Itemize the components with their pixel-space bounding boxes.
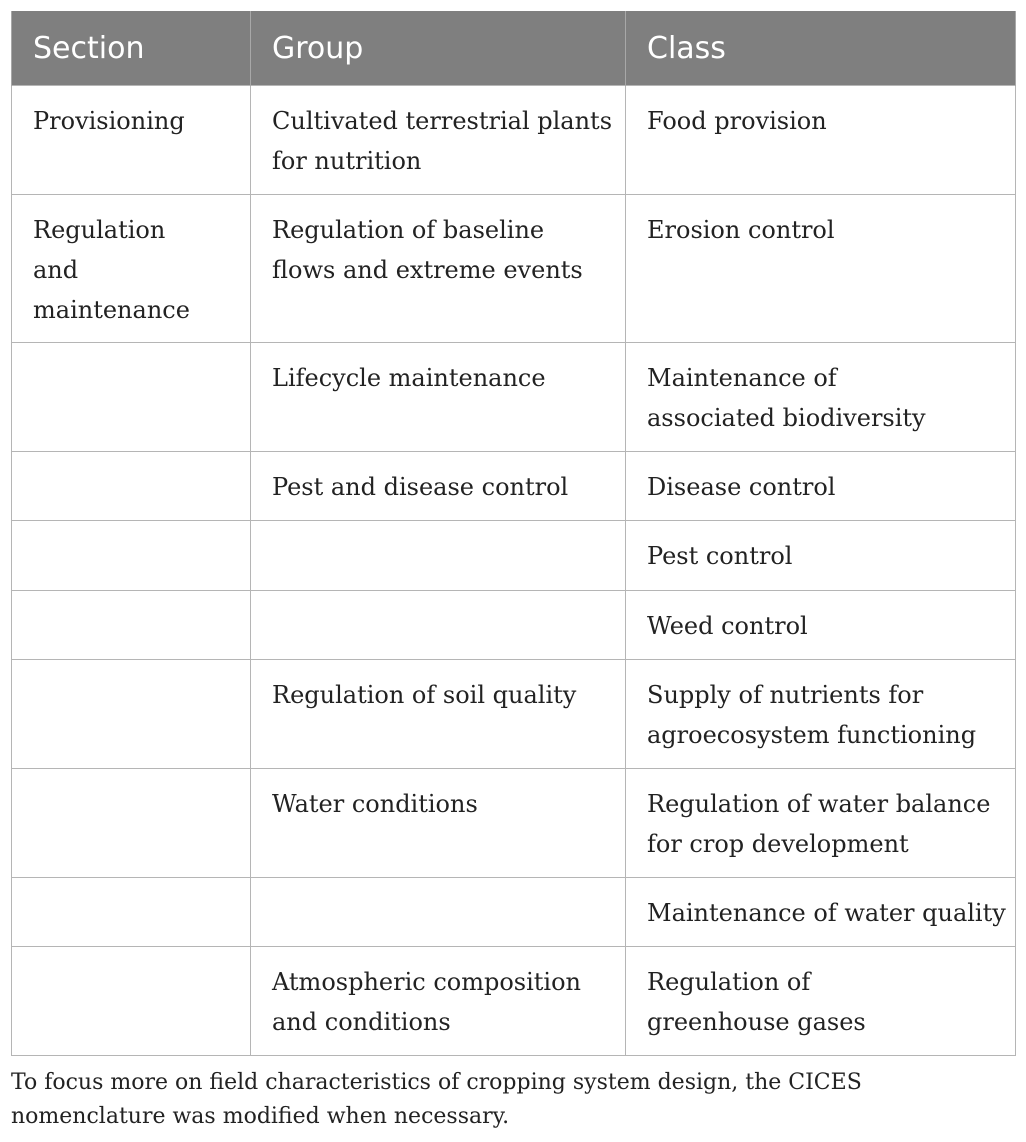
table-row [12,521,1016,591]
cell-class: Supply of nutrients for agroecosystem functioning [626,660,1016,769]
header-section: Section [12,11,251,86]
cell-class: Weed control [626,591,1016,660]
cell-section [12,947,251,1056]
cell-section [12,878,251,947]
cell-group: Atmospheric composition and conditions [251,947,626,1056]
cell-group: Cultivated terrestrial plants for nutrition [251,86,626,195]
cell-group: Lifecycle maintenance [251,343,626,452]
cell-class: Regulation of water balance for crop development [626,769,1016,878]
table-row [12,86,1016,195]
cell-group [251,521,626,591]
table-row [12,947,1016,1056]
table-row [12,195,1016,343]
cell-class: Disease control [626,452,1016,521]
cell-section: Provisioning [12,86,251,195]
table-row [12,660,1016,769]
header-class: Class [626,11,1016,86]
cell-section [12,521,251,591]
header-group: Group [251,11,626,86]
cell-section [12,660,251,769]
cell-section [12,769,251,878]
cell-section [12,452,251,521]
table-row [12,878,1016,947]
cices-table [11,11,1016,1056]
cell-group: Water conditions [251,769,626,878]
cell-group: Pest and disease control [251,452,626,521]
cell-group: Regulation of soil quality [251,660,626,769]
table-footnote: To focus more on field characteristics of cropping system design, the CICES nomenclature was modified when necessary. [11,1070,862,1129]
cell-group [251,878,626,947]
cell-group: Regulation of baseline flows and extreme events [251,195,626,343]
table-row [12,452,1016,521]
header-row [12,11,1016,86]
cell-section [12,343,251,452]
table-container [11,11,1015,1056]
cell-class: Regulation of greenhouse gases [626,947,1016,1056]
cell-section: Regulation and maintenance [12,195,251,343]
table-row [12,769,1016,878]
cell-group [251,591,626,660]
cell-class: Maintenance of water quality [626,878,1016,947]
cell-section [12,591,251,660]
cell-class: Food provision [626,86,1016,195]
cell-class: Maintenance of associated biodiversity [626,343,1016,452]
cell-class: Pest control [626,521,1016,591]
cell-class: Erosion control [626,195,1016,343]
table-row [12,591,1016,660]
table-row [12,343,1016,452]
